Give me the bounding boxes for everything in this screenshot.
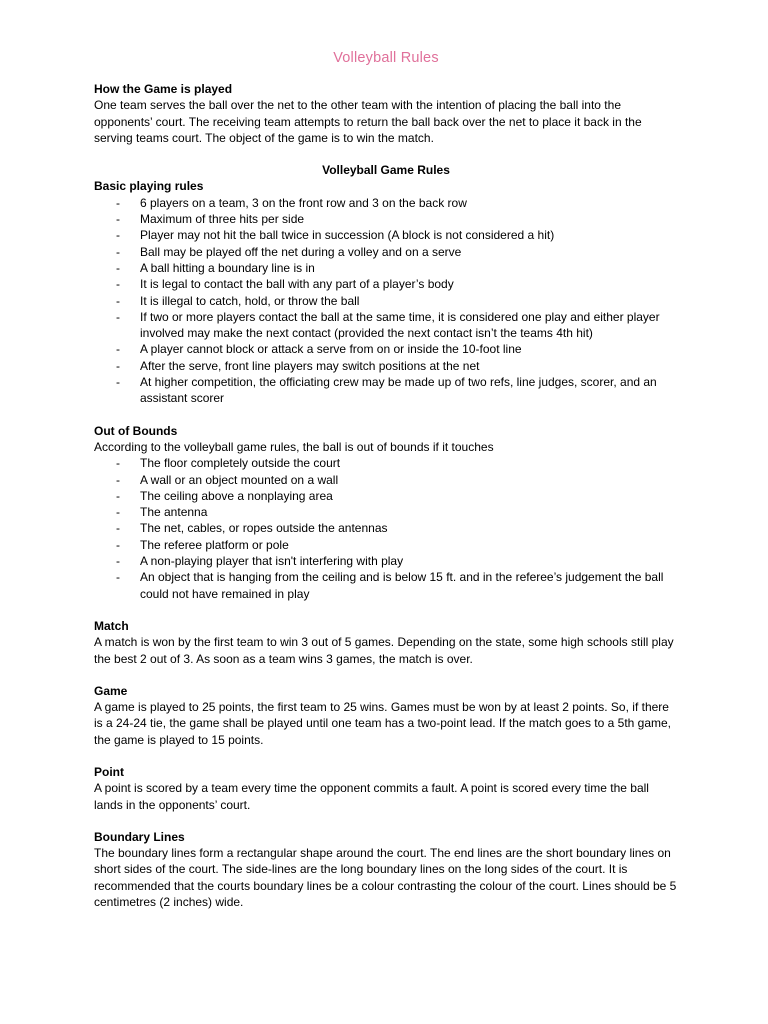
section-boundary-lines bbox=[94, 829, 678, 910]
heading-game-rules: Volleyball Game Rules bbox=[322, 163, 450, 178]
section-game bbox=[94, 683, 678, 748]
list-item-text: A ball hitting a boundary line is in bbox=[140, 260, 315, 275]
list-item-text: At higher competition, the officiating crew may be made up of two refs, line judges, scorer, and an assistant scorer bbox=[140, 375, 657, 406]
list-item-text: It is legal to contact the ball with any part of a player’s body bbox=[140, 277, 454, 292]
list-dash-marker: - bbox=[116, 456, 120, 471]
paragraph-boundary-lines: The boundary lines form a rectangular shape around the court. The end lines are the short boundary lines on short sides of the court. The side-lines are the long boundary lines on the long sides of the court. It is recommended that the courts boundary lines be a colour contrasting the colour of the court. Lines should be 5 centimetres (2 inches) wide. bbox=[94, 846, 677, 910]
list-item-text: Player may not hit the ball twice in succession (A block is not considered a hit) bbox=[140, 228, 555, 243]
list-item-text: A non-playing player that isn't interfering with play bbox=[140, 554, 404, 569]
list-dash-marker: - bbox=[116, 472, 120, 487]
list-basic-rules bbox=[94, 195, 678, 407]
list-item bbox=[94, 374, 678, 407]
list-item-text: The floor completely outside the court bbox=[140, 456, 341, 471]
section-match bbox=[94, 618, 678, 667]
list-item bbox=[94, 211, 678, 227]
list-dash-marker: - bbox=[116, 358, 120, 373]
list-dash-marker: - bbox=[116, 488, 120, 503]
list-dash-marker: - bbox=[116, 277, 120, 292]
section-point bbox=[94, 764, 678, 813]
list-item-text: Maximum of three hits per side bbox=[140, 212, 305, 227]
list-item-text: If two or more players contact the ball at the same time, it is considered one play and either player involved may make the next contact (provided the next contact isn’t the teams 4th hit) bbox=[140, 309, 660, 341]
list-dash-marker: - bbox=[116, 570, 120, 585]
list-item bbox=[94, 260, 678, 276]
list-item-text: 6 players on a team, 3 on the front row and 3 on the back row bbox=[140, 195, 467, 210]
list-item bbox=[94, 358, 678, 374]
list-dash-marker: - bbox=[116, 212, 120, 227]
list-dash-marker: - bbox=[116, 537, 120, 552]
list-item-text: A wall or an object mounted on a wall bbox=[140, 472, 339, 487]
heading-how-game: How the Game is played bbox=[94, 82, 233, 96]
list-item-text: The ceiling above a nonplaying area bbox=[140, 488, 333, 503]
list-item bbox=[94, 227, 678, 243]
list-item-text: The antenna bbox=[140, 505, 208, 520]
paragraph-point: A point is scored by a team every time the opponent commits a fault. A point is scored every time the ball lands in the opponents’ court. bbox=[94, 781, 649, 812]
heading-basic-rules: Basic playing rules bbox=[94, 179, 204, 194]
list-item bbox=[94, 455, 678, 471]
list-dash-marker: - bbox=[116, 554, 120, 569]
list-item bbox=[94, 553, 678, 569]
list-dash-marker: - bbox=[116, 375, 120, 390]
list-item bbox=[94, 569, 678, 602]
list-item-text: After the serve, front line players may switch positions at the net bbox=[140, 358, 480, 373]
list-item bbox=[94, 504, 678, 520]
list-dash-marker: - bbox=[116, 195, 120, 210]
heading-game: Game bbox=[94, 683, 128, 698]
list-item bbox=[94, 195, 678, 211]
list-dash-marker: - bbox=[116, 342, 120, 357]
list-item bbox=[94, 537, 678, 553]
list-item-text: A player cannot block or attack a serve from on or inside the 10-foot line bbox=[140, 342, 522, 357]
list-item-text: The referee platform or pole bbox=[140, 537, 289, 552]
document-title: Volleyball Rules bbox=[333, 50, 439, 66]
paragraph-how-game: One team serves the ball over the net to the other team with the intention of placing the ball into the opponents’ court. The receiving team attempts to return the ball back over the net to place it back in the serving teams court. The object of the game is to win the match. bbox=[94, 98, 642, 145]
list-item bbox=[94, 276, 678, 292]
list-dash-marker: - bbox=[116, 244, 120, 259]
list-dash-marker: - bbox=[116, 228, 120, 243]
paragraph-out-of-bounds-intro: According to the volleyball game rules, the ball is out of bounds if it touches bbox=[94, 439, 494, 454]
list-item bbox=[94, 472, 678, 488]
list-item-text: An object that is hanging from the ceiling and is below 15 ft. and in the referee’s judgement the ball could not have remained in play bbox=[140, 570, 664, 601]
list-item bbox=[94, 309, 678, 342]
list-dash-marker: - bbox=[116, 293, 120, 308]
list-item bbox=[94, 293, 678, 309]
list-dash-marker: - bbox=[116, 309, 120, 324]
heading-point: Point bbox=[94, 764, 124, 779]
list-item-text: Ball may be played off the net during a volley and on a serve bbox=[140, 244, 462, 259]
heading-match: Match bbox=[94, 618, 129, 633]
section-how-game bbox=[94, 81, 678, 146]
list-item-text: It is illegal to catch, hold, or throw the ball bbox=[140, 293, 360, 308]
list-dash-marker: - bbox=[116, 521, 120, 536]
list-out-of-bounds bbox=[94, 455, 678, 602]
list-dash-marker: - bbox=[116, 260, 120, 275]
list-dash-marker: - bbox=[116, 505, 120, 520]
paragraph-match: A match is won by the first team to win 3 out of 5 games. Depending on the state, some high schools still play the best 2 out of 3. As soon as a team wins 3 games, the match is over. bbox=[94, 635, 674, 666]
list-item bbox=[94, 520, 678, 536]
section-basic-rules bbox=[94, 178, 678, 406]
heading-boundary-lines: Boundary Lines bbox=[94, 829, 185, 844]
section-out-of-bounds bbox=[94, 423, 678, 602]
heading-out-of-bounds: Out of Bounds bbox=[94, 423, 178, 438]
list-item-text: The net, cables, or ropes outside the antennas bbox=[140, 521, 388, 536]
list-item bbox=[94, 341, 678, 357]
list-item bbox=[94, 488, 678, 504]
paragraph-game: A game is played to 25 points, the first team to 25 wins. Games must be won by at least 2 points. So, if there is a 24-24 tie, the game shall be played until one team has a two-point lead. If the match goes to a 5th game, the game is played to 15 points. bbox=[94, 700, 672, 747]
list-item bbox=[94, 244, 678, 260]
